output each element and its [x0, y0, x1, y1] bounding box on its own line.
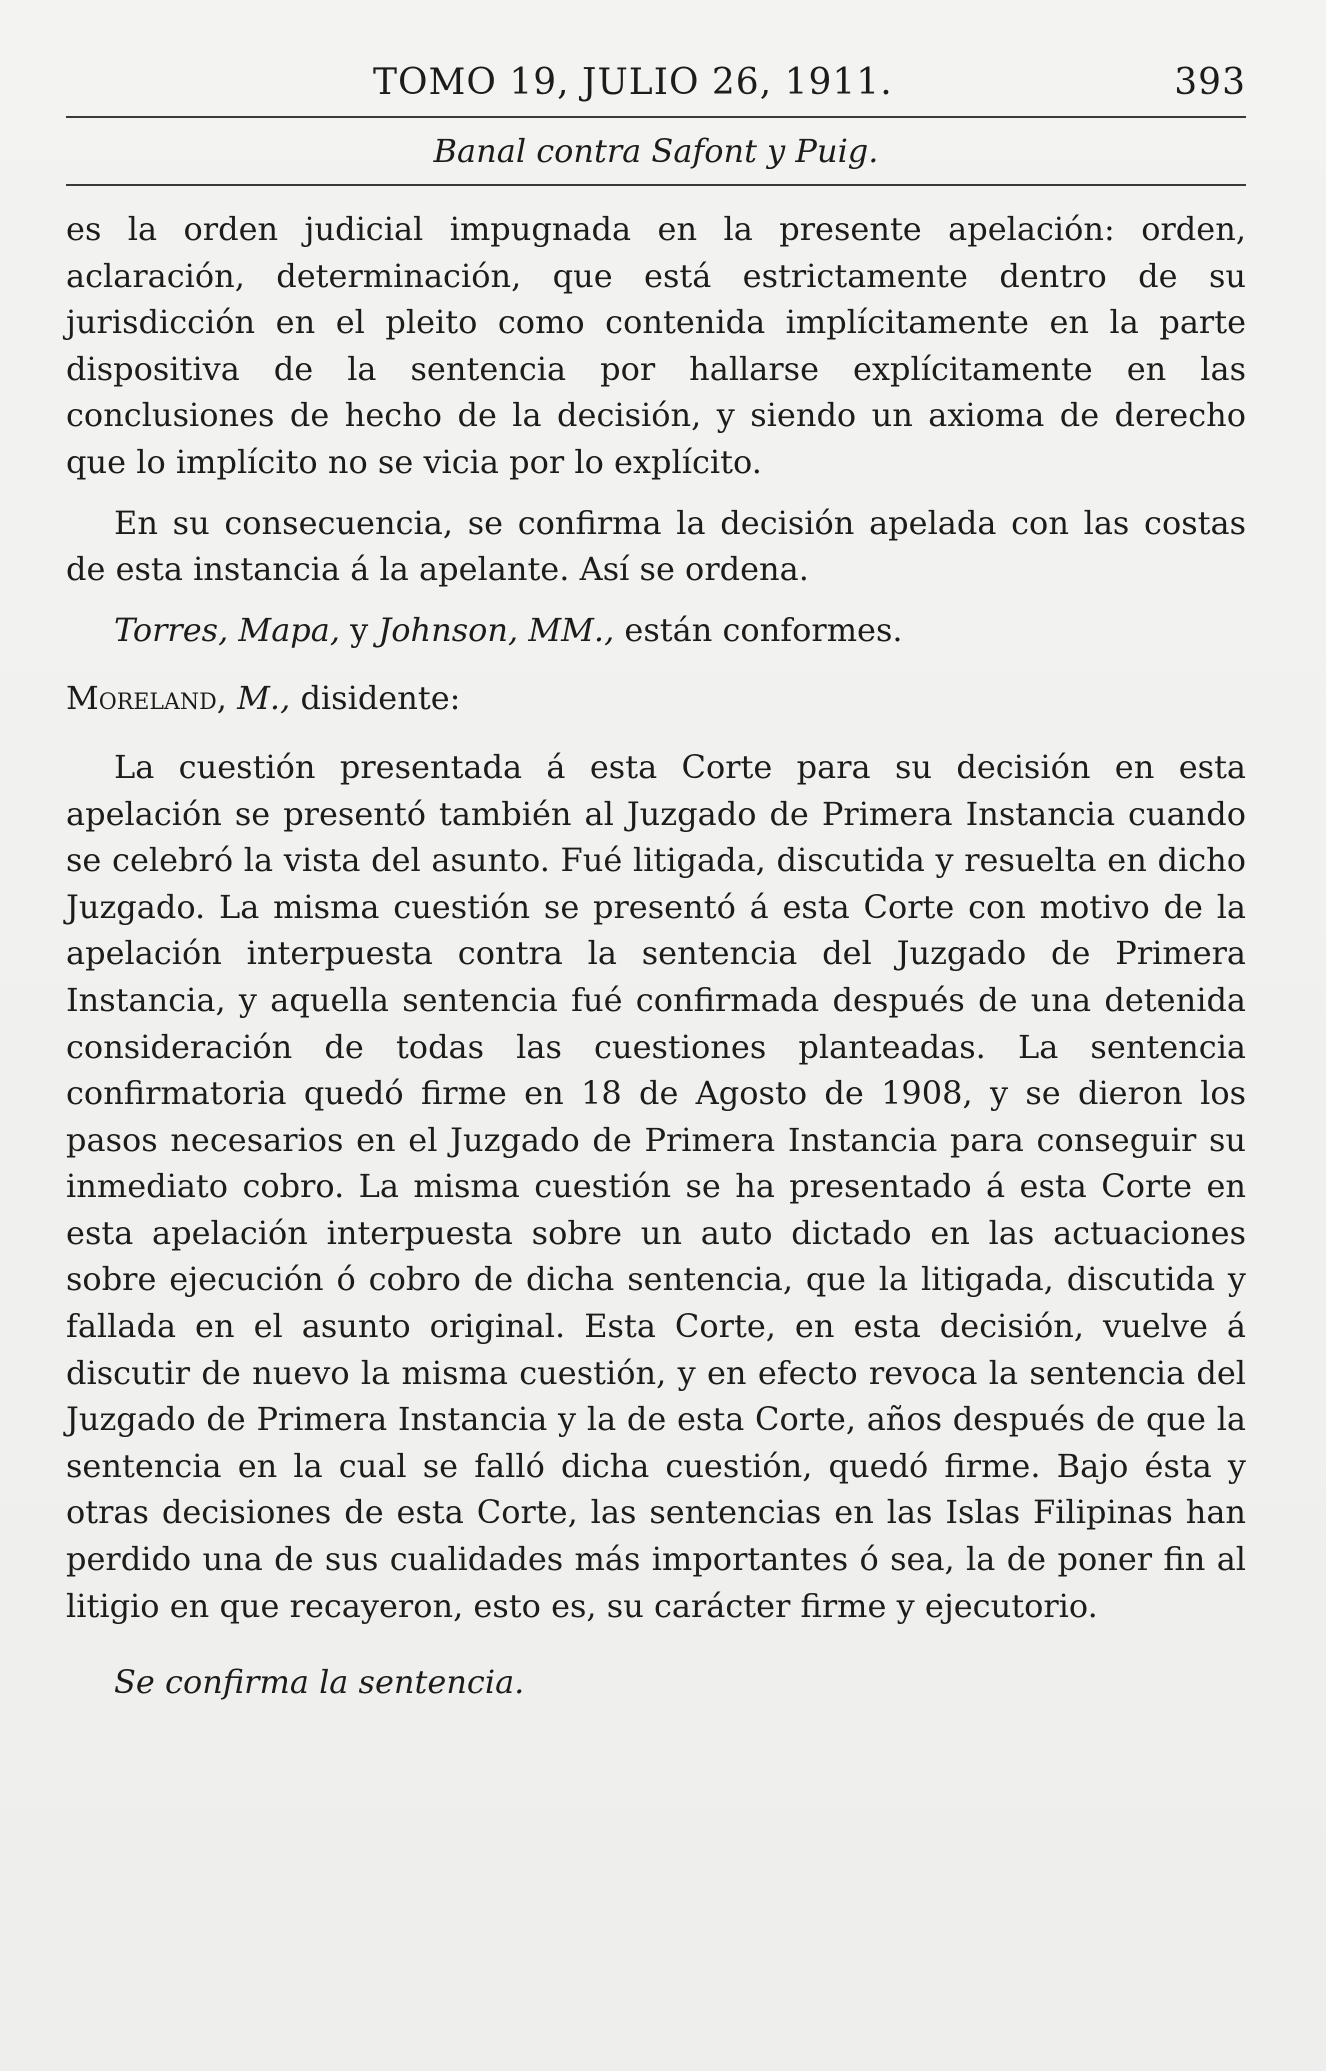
- case-title-rule: [66, 184, 1246, 186]
- dissenting-justice: Moreland,: [66, 679, 227, 718]
- concurrence-text: están conformes.: [614, 610, 903, 649]
- running-head: [66, 62, 1246, 116]
- dissent-heading: [66, 675, 1246, 722]
- running-head-title: TOMO 19, JULIO 26, 1911.: [373, 62, 893, 103]
- case-title: Banal contra Safont y Puig.: [433, 132, 879, 170]
- closing-line: Se confirma la sentencia.: [114, 1663, 525, 1702]
- paragraph-continuation: es la orden judicial impugnada en la presente apelación: orden, aclaración, determinación, que está estrictamente dentro de su jurisdicción en el pleito como contenida implícitamente en la parte dispositiva de la sentencia por hallarse explícitamente en las conclusiones de hecho de la decisión, y siendo un axioma de derecho que lo implícito no se vicia por lo explícito.: [66, 210, 1246, 481]
- concurring-justice-johnson: Johnson, MM.,: [378, 610, 615, 649]
- dissent-label: disidente:: [290, 679, 461, 718]
- concurrence-line: [66, 607, 1246, 654]
- concurring-justices: Torres, Mapa,: [114, 610, 340, 649]
- body-text: [66, 206, 1246, 1706]
- concurrence-conjunction: y: [340, 610, 379, 649]
- paragraph-ruling: En su consecuencia, se confirma la decisión apelada con las costas de esta instancia á la apelante. Así se ordena.: [66, 503, 1246, 589]
- paragraph-dissent: La cuestión presentada á esta Corte para su decisión en esta apelación se presentó también al Juzgado de Primera Instancia cuando se celebró la vista del asunto. Fué litigada, discutida y resuelta en dicho Juzgado. La misma cuestión se presentó á esta Corte con motivo de la apelación interpuesta contra la sentencia del Juzgado de Primera Instancia, y aquella sentencia fué confirmada después de una detenida consideración de todas las cuestiones planteadas. La sentencia confirmatoria quedó firme en 18 de Agosto de 1908, y se dieron los pasos necesarios en el Juzgado de Primera Instancia para conseguir su inmediato cobro. La misma cuestión se ha presentado á esta Corte en esta apelación interpuesta sobre un auto dictado en las actuaciones sobre ejecución ó cobro de dicha sentencia, que la litigada, discutida y fallada en el asunto original. Esta Corte, en esta decisión, vuelve á discutir de nuevo la misma cuestión, y en efecto revoca la sentencia del Juzgado de Primera Instancia y la de esta Corte, años después de que la sentencia en la cual se falló dicha cuestión, quedó firme. Bajo ésta y otras decisiones de esta Corte, las sentencias en las Islas Filipinas han perdido una de sus cualidades más importantes ó sea, la de poner fin al litigio en que recayeron, esto es, su carácter firme y ejecutorio.: [66, 747, 1246, 1625]
- page-number: 393: [1174, 62, 1246, 103]
- dissent-title: M.,: [226, 679, 291, 718]
